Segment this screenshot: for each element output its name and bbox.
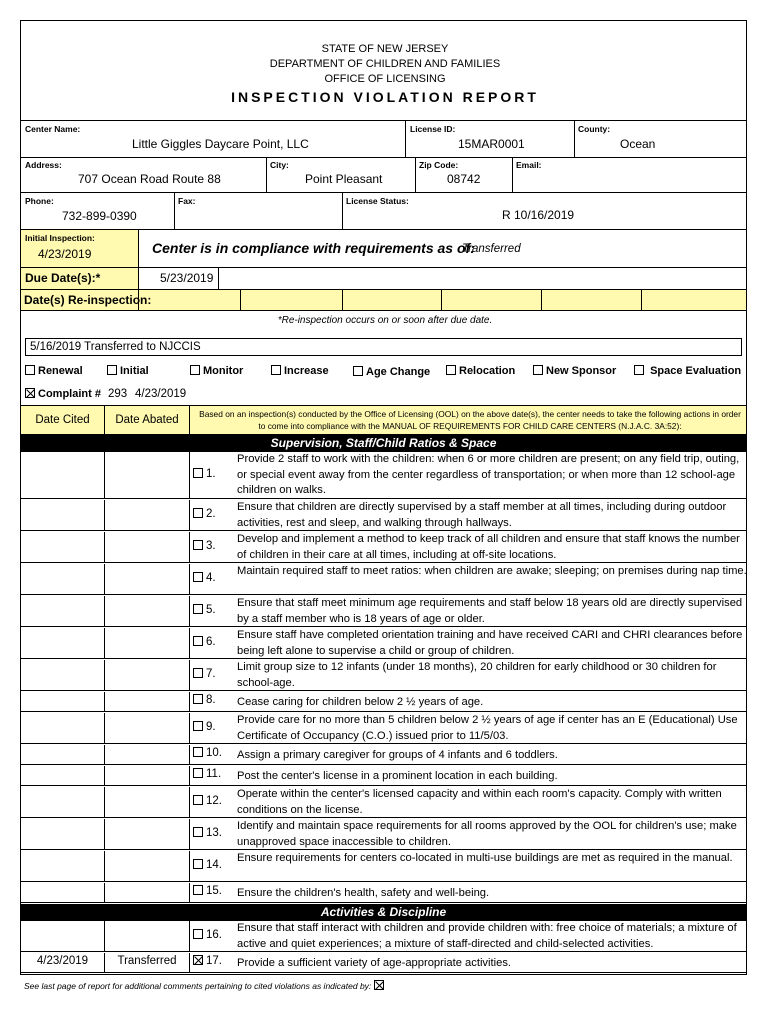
initial-option[interactable]: Initial [107,365,149,377]
county-label: County: [578,124,611,134]
violation-text: Operate within the center's licensed capacity and within each room's capacity. Comply with written conditions on the license. [237,788,722,816]
license-status-value[interactable]: R 10/16/2019 [502,208,575,222]
reinspection-label: Date(s) Re-inspection: [24,293,152,307]
violation-checkbox[interactable] [193,721,216,733]
license-id-label: License ID: [410,124,456,134]
increase-checkbox-icon[interactable] [271,365,281,375]
violation-number: 4. [206,572,216,584]
checkbox-icon[interactable] [193,795,203,805]
violation-checkbox[interactable] [193,636,216,648]
violation-row [21,628,746,659]
violation-checkbox[interactable] [193,768,221,780]
checkbox-icon[interactable] [193,468,203,478]
violation-number: 6. [206,636,216,648]
violation-row [21,851,746,882]
violation-text: Cease caring for children below 2 ½ years of age. [237,696,484,708]
checkbox-icon[interactable] [193,508,203,518]
checkbox-icon[interactable] [193,747,203,757]
violation-text: Ensure that staff interact with children and provide children with: free choice of materials; a mixture of active and quiet experiences; a mixture of staff-directed and child-selected activities. [237,922,737,950]
zip-code-value[interactable]: 08742 [447,172,481,186]
space-evaluation-checkbox-icon[interactable] [634,365,644,375]
checkbox-icon[interactable] [193,827,203,837]
violation-number: 17. [206,955,222,967]
violation-text: Provide 2 staff to work with the children: when 6 or more children are present; on any field trip, outing, or special event away from the center regardless of transportation; or when more than 12 school-age children on walks. [237,453,740,496]
reinspection-footnote: *Re-inspection occurs on or soon after due date. [277,315,493,326]
violation-checkbox[interactable] [193,694,216,706]
checkbox-icon[interactable] [193,859,203,869]
center-name-label: Center Name: [25,124,81,134]
compliance-value[interactable]: Transferred [462,243,521,255]
section-header: Activities & Discipline [21,904,746,921]
city-value[interactable]: Point Pleasant [305,172,383,186]
violation-number: 11. [206,768,222,780]
violation-number: 8. [206,694,216,706]
email-label: Email: [516,160,542,170]
checked-box-icon[interactable] [193,955,203,965]
checkbox-icon[interactable] [193,668,203,678]
violation-text: Develop and implement a method to keep track of all children and ensure that staff knows the number of children in their care at all times, including at off-site locations. [237,533,740,561]
violation-row [21,692,746,712]
violation-row [21,745,746,765]
date-abated-header: Date Abated [115,414,179,426]
initial-inspection-label: Initial Inspection: [25,233,95,243]
violation-text: Ensure that staff meet minimum age requirements and staff below 18 years old are directly supervised by a staff member who is 18 years of age or older. [237,597,743,625]
violation-checkbox[interactable] [193,795,222,807]
checkbox-icon[interactable] [193,768,203,778]
violation-number: 7. [206,668,216,680]
new-sponsor-checkbox-icon[interactable] [533,365,543,375]
section-header: Supervision, Staff/Child Ratios & Space [21,435,746,452]
violation-checkbox[interactable] [193,859,222,871]
violation-number: 15. [206,885,222,897]
due-date-label: Due Date(s):* [25,271,101,285]
violation-number: 14. [206,859,222,871]
violation-text: Provide a sufficient variety of age-appropriate activities. [237,957,512,969]
violation-number: 13. [206,827,222,839]
compliance-statement: Center is in compliance with requirements as of: [152,240,475,256]
date-cited-header: Date Cited [35,414,90,426]
renewal-checkbox-icon[interactable] [25,365,35,375]
violation-text: Maintain required staff to meet ratios: when children are awake; sleeping; on premises during nap time. [237,565,747,577]
violation-row [21,500,746,531]
violation-checkbox[interactable] [193,668,216,680]
checkbox-icon[interactable] [193,929,203,939]
violation-text: Identify and maintain space requirements for all rooms approved by the OOL for children's use; make unapproved space inaccessible to children. [237,820,737,848]
violation-text: Post the center's license in a prominent location in each building. [237,770,558,782]
violation-checkbox[interactable] [193,508,216,520]
date-abated-cell[interactable]: Transferred [117,955,177,967]
violation-row [21,532,746,563]
violation-row [21,819,746,850]
license-id-value[interactable]: 15MAR0001 [458,137,525,151]
violation-checkbox[interactable] [193,572,216,584]
state-line: STATE OF NEW JERSEY [321,43,449,55]
zip-code-label: Zip Code: [419,160,459,170]
checkbox-icon[interactable] [193,572,203,582]
increase-option[interactable]: Increase [271,365,329,377]
violation-checkbox[interactable] [193,955,222,967]
checkbox-icon[interactable] [193,604,203,614]
violation-row [21,883,746,903]
office-line: OFFICE OF LICENSING [324,73,446,85]
violation-checkbox[interactable] [193,929,222,941]
complaint-number[interactable]: 293 [108,388,128,400]
violation-row [21,921,746,952]
initial-checkbox-icon[interactable] [107,365,117,375]
note-text: 5/16/2019 Transferred to NJCCIS [30,341,201,353]
violation-row [21,660,746,691]
violation-checkbox[interactable] [193,540,216,552]
age-change-option[interactable]: Age Change [353,366,430,378]
age-change-checkbox-icon[interactable] [353,366,363,376]
complaint-date[interactable]: 4/23/2019 [135,388,187,400]
violation-number: 1. [206,468,216,480]
city-label: City: [270,160,289,170]
violation-row [21,564,746,595]
violation-text: Ensure staff have completed orientation training and have received CARI and CHRI clearances before being left alone to supervise a child or group of children. [237,629,743,657]
violation-number: 2. [206,508,216,520]
phone-label: Phone: [25,196,54,206]
footer-checked-icon [374,980,384,990]
new-sponsor-option[interactable]: New Sponsor [533,365,616,377]
violation-text: Limit group size to 12 infants (under 18 months), 20 children for early childhood or 30 children for school-age. [237,661,717,689]
county-value[interactable]: Ocean [620,137,656,151]
renewal-option[interactable]: Renewal [25,365,83,377]
fax-label: Fax: [178,196,196,206]
monitor-option[interactable]: Monitor [190,365,243,377]
note-field[interactable] [25,338,742,356]
violation-text: Assign a primary caregiver for groups of 4 infants and 6 toddlers. [237,749,558,761]
violation-row [21,713,746,744]
relocation-checkbox-icon[interactable] [446,365,456,375]
monitor-checkbox-icon[interactable] [190,365,200,375]
report-title: INSPECTION VIOLATION REPORT [231,89,539,105]
department-line: DEPARTMENT OF CHILDREN AND FAMILIES [269,58,501,70]
violation-row [21,787,746,818]
complaint-checked-icon[interactable] [25,388,35,398]
address-value[interactable]: 707 Ocean Road Route 88 [78,172,221,186]
initial-inspection-date[interactable]: 4/23/2019 [38,247,92,261]
violation-row [21,596,746,627]
date-cited-cell[interactable]: 4/23/2019 [36,955,89,967]
violation-checkbox[interactable] [193,885,222,897]
violation-row [21,766,746,786]
relocation-option[interactable]: Relocation [446,365,515,377]
violation-number: 5. [206,604,216,616]
violation-number: 3. [206,540,216,552]
violation-number: 10. [206,747,222,759]
violation-text: Provide care for no more than 5 children below 2 ½ years of age if center has an E (Educational) Use Certificate of Occupancy (C.O.) issued prior to 11/5/03. [237,714,738,742]
violation-text: Ensure the children's health, safety and well-being. [237,887,490,899]
due-date-value[interactable]: 5/23/2019 [160,271,214,285]
violation-checkbox[interactable] [193,604,216,616]
violation-checkbox[interactable] [193,827,222,839]
checkbox-icon[interactable] [193,694,203,704]
violation-row [21,953,746,973]
complaint-option[interactable]: Complaint # [25,388,101,400]
violation-checkbox[interactable] [193,747,222,759]
checkbox-icon[interactable] [193,721,203,731]
violation-text: Ensure requirements for centers co-located in multi-use buildings are met as required in the manual. [237,852,733,864]
violation-row [21,452,746,499]
checkbox-icon[interactable] [193,636,203,646]
checkbox-icon[interactable] [193,885,203,895]
checkbox-icon[interactable] [193,540,203,550]
violation-checkbox[interactable] [193,468,216,480]
address-label: Address: [25,160,62,170]
violation-number: 12. [206,795,222,807]
instructions-text: Based on an inspection(s) conducted by the Office of Licensing (OOL) on the above date(s), the center needs to take the following actions in order to come into compliance with the MANUAL OF REQUIREMENTS FOR CHILD CARE CENTERS (N.J.A.C. 3A:52): [199,409,741,431]
license-status-label: License Status: [346,196,409,206]
center-name-value[interactable]: Little Giggles Daycare Point, LLC [132,137,309,151]
violation-text: Ensure that children are directly supervised by a staff member at all times, including during outdoor activities, rest and sleep, and walking through hallways. [237,501,727,529]
violation-number: 16. [206,929,222,941]
footer-note: See last page of report for additional comments pertaining to cited violations as indicated by: [24,980,387,991]
violation-number: 9. [206,721,216,733]
phone-value[interactable]: 732-899-0390 [62,209,137,223]
space-evaluation-option[interactable]: Space Evaluation [634,365,741,377]
